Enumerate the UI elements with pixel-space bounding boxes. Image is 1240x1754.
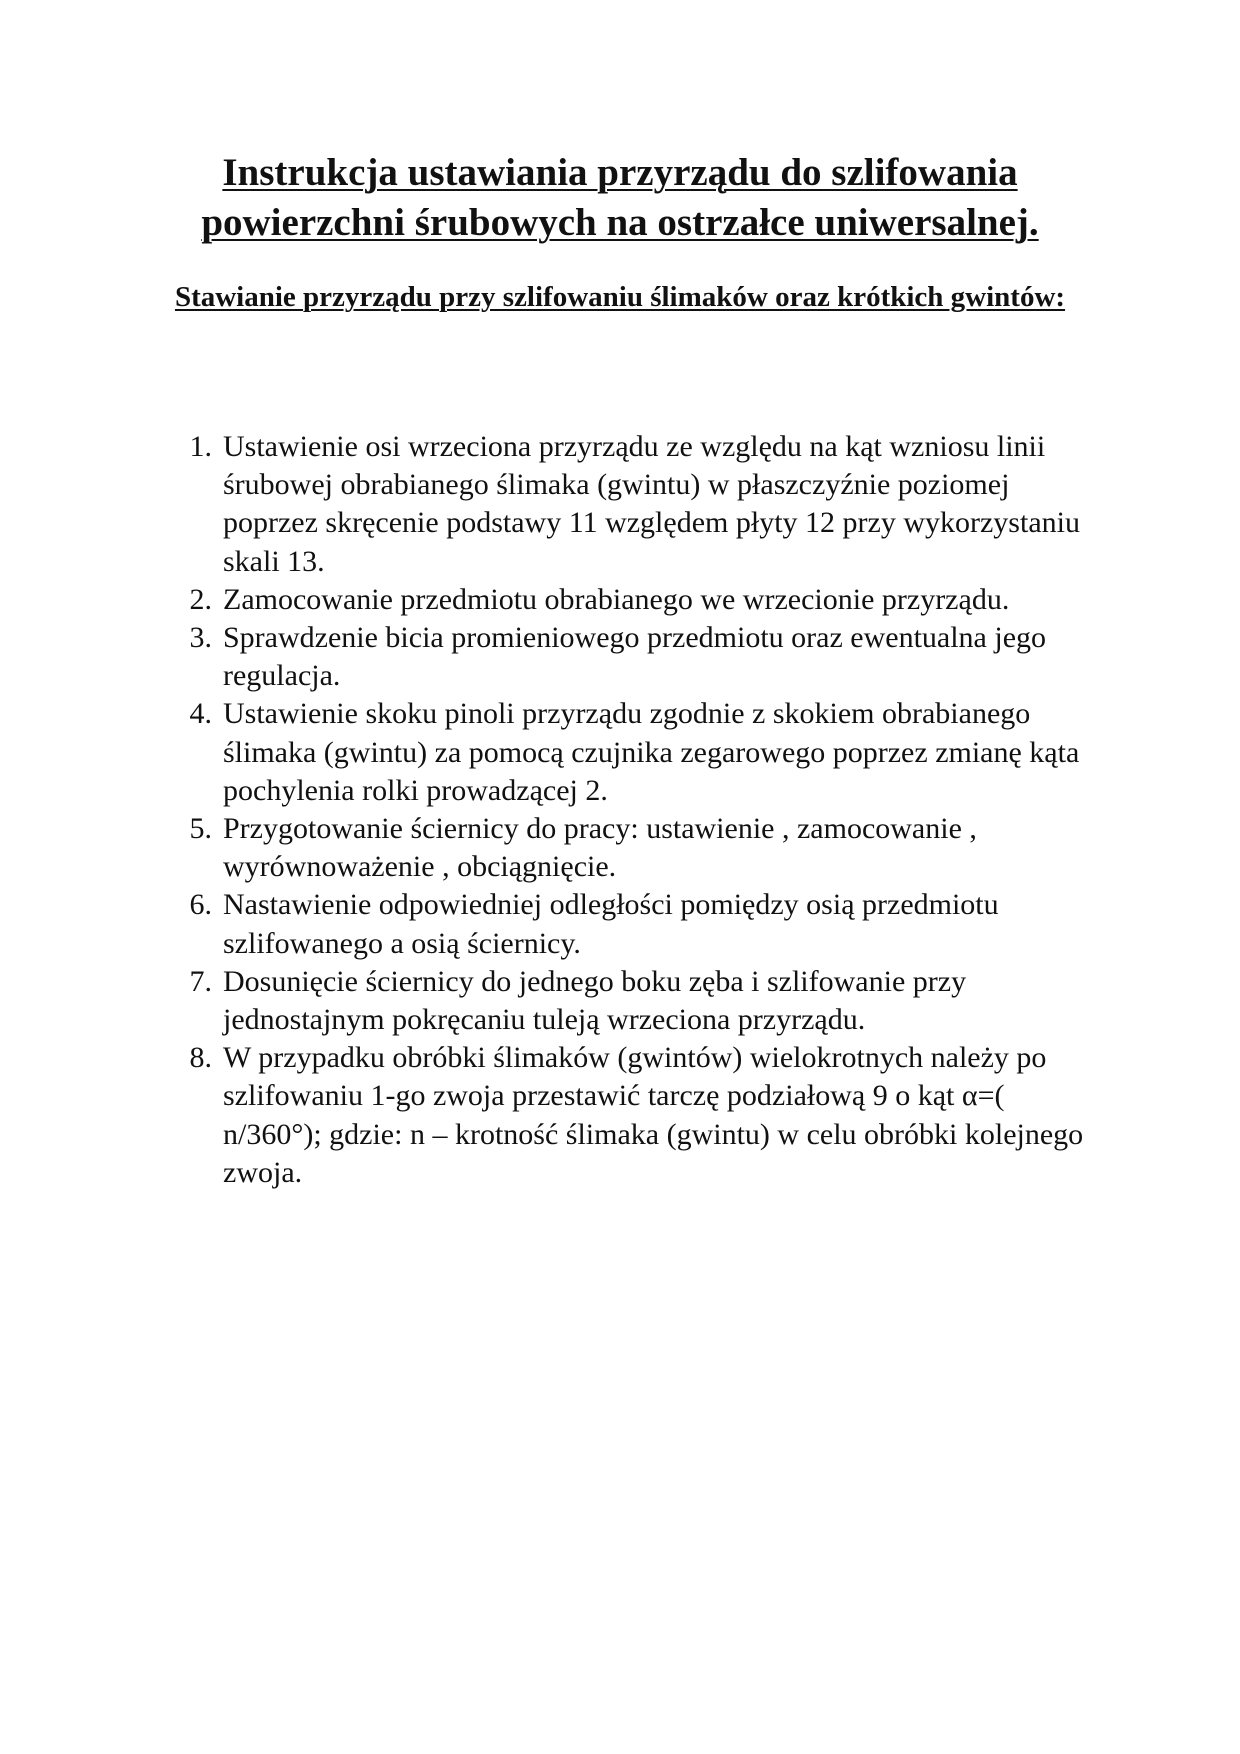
step-text: Przygotowanie ściernicy do pracy: ustawienie , zamocowanie , wyrównoważenie , obciągnięcie. bbox=[223, 812, 977, 884]
step-number: 3. bbox=[189, 621, 212, 655]
step-text: Sprawdzenie bicia promieniowego przedmiotu oraz ewentualna jego regulacja. bbox=[223, 621, 1047, 693]
instruction-step bbox=[168, 581, 1098, 619]
instruction-step bbox=[168, 1039, 1098, 1192]
step-text: W przypadku obróbki ślimaków (gwintów) wielokrotnych należy po szlifowaniu 1-go zwoja przestawić tarczę podziałową 9 o kąt α=( n/360°); gdzie: n – krotność ślimaka (gwintu) w celu obróbki kolejnego zwoja. bbox=[223, 1041, 1084, 1189]
step-number: 1. bbox=[189, 430, 212, 463]
step-text: Nastawienie odpowiedniej odległości pomiędzy osią przedmiotu szlifowanego a osią ściernicy. bbox=[223, 888, 999, 960]
step-number: 5. bbox=[189, 812, 212, 846]
instruction-steps-list bbox=[168, 428, 1098, 1192]
document-title: Instrukcja ustawiania przyrządu do szlifowania powierzchni śrubowych na ostrzałce uniwersalnej. bbox=[201, 151, 1039, 244]
instruction-step bbox=[168, 886, 1098, 962]
step-number: 2. bbox=[189, 582, 212, 616]
instruction-step bbox=[168, 619, 1098, 695]
step-text: Ustawienie skoku pinoli przyrządu zgodnie z skokiem obrabianego ślimaka (gwintu) za pomocą czujnika zegarowego poprzez zmianę kąta pochylenia rolki prowadzącej 2. bbox=[223, 697, 1080, 807]
instruction-step bbox=[168, 810, 1098, 886]
step-text: Ustawienie osi wrzeciona przyrządu ze względu na kąt wzniosu linii śrubowej obrabianego ślimaka (gwintu) w płaszczyźnie poziomej poprzez skręcenie podstawy 11 względem płyty 12 przy wykorzystaniu skali 13. bbox=[223, 430, 1080, 578]
step-number: 6. bbox=[189, 888, 212, 922]
step-number: 4. bbox=[189, 697, 212, 731]
section-subtitle: Stawianie przyrządu przy szlifowaniu ślimaków oraz krótkich gwintów: bbox=[174, 281, 1066, 313]
instruction-step bbox=[168, 963, 1098, 1039]
instruction-step bbox=[168, 695, 1098, 810]
step-number: 8. bbox=[189, 1041, 212, 1075]
step-number: 7. bbox=[189, 964, 212, 998]
step-text: Dosunięcie ściernicy do jednego boku zęba i szlifowanie przy jednostajnym pokręcaniu tuleją wrzeciona przyrządu. bbox=[223, 964, 967, 1037]
step-text: Zamocowanie przedmiotu obrabianego we wrzecionie przyrządu. bbox=[223, 582, 1010, 616]
instruction-step bbox=[168, 428, 1098, 581]
